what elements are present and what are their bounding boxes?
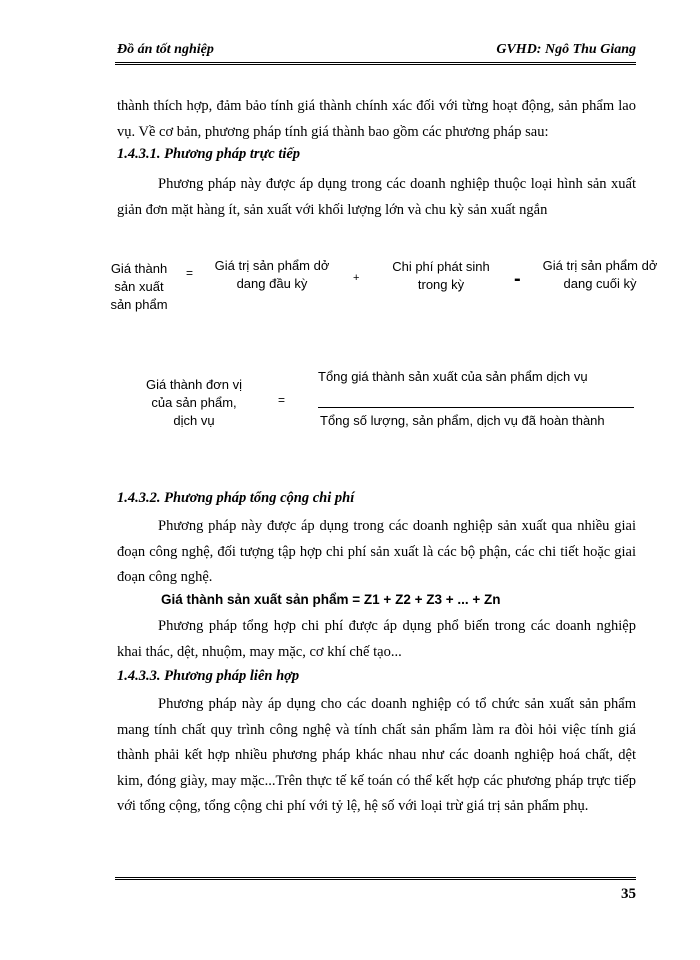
heading-combined-method: 1.4.3.3. Phương pháp liên hợp bbox=[117, 668, 300, 684]
heading-direct-method: 1.4.3.1. Phương pháp trực tiếp bbox=[117, 146, 301, 162]
formula1-plus: + bbox=[353, 272, 360, 284]
paragraph-combined-desc: Phương pháp này áp dụng cho các doanh nghiệp có tổ chức sản xuất sản phẩm mang tính chất quy trình công nghệ và tính chất sản phẩm làm ra đòi hỏi việc tính giá thành phải kết hợp nhiều phương pháp khác nhau như các doanh nghiệp hoá chất, dệt kim, đóng giày, may mặc...Trên thực tế kế toán có thể kết hợp các phương pháp trực tiếp với tổng cộng, tổng cộng chi phí với tỷ lệ, hệ số với loại trừ giá trị sản phẩm phụ. bbox=[117, 696, 636, 814]
formula1-minus: - bbox=[514, 268, 521, 290]
formula1-term-closing-wip: Giá trị sản phẩm dở dang cuối kỳ bbox=[542, 258, 658, 291]
formula1-term-period-cost: Chi phí phát sinh trong kỳ bbox=[392, 259, 490, 292]
paragraph-direct-desc: Phương pháp này được áp dụng trong các doanh nghiệp thuộc loại hình sản xuất giản đơn mặt hàng ít, sản xuất với khối lượng lớn và chu kỳ sản xuất ngắn bbox=[117, 176, 636, 218]
formula3-total-cost: Giá thành sản xuất sản phẩm = Z1 + Z2 + Z3 + ... + Zn bbox=[161, 592, 501, 607]
formula2-equals: = bbox=[278, 393, 286, 407]
paragraph-sum-desc: Phương pháp này được áp dụng trong các doanh nghiệp sản xuất qua nhiều giai đoạn công nghệ, đối tượng tập hợp chi phí sản xuất là các bộ phận, các chi tiết hoặc giai đoạn công nghệ. bbox=[117, 518, 636, 585]
paragraph-sum-apply: Phương pháp tổng hợp chi phí được áp dụng phổ biến trong các doanh nghiệp khai thác, dệt, nhuộm, may mặc, cơ khí chế tạo... bbox=[117, 618, 636, 660]
header-supervisor: GVHD: Ngô Thu Giang bbox=[496, 42, 636, 57]
heading-sum-method: 1.4.3.2. Phương pháp tổng cộng chi phí bbox=[117, 490, 355, 506]
page-number: 35 bbox=[621, 886, 636, 902]
formula2-lhs: Giá thành đơn vị của sản phẩm, dịch vụ bbox=[146, 377, 242, 428]
formula1-term-opening-wip: Giá trị sản phẩm dở dang đầu kỳ bbox=[214, 258, 330, 291]
formula2-fraction-bar bbox=[318, 407, 634, 408]
paragraph-intro: thành thích hợp, đảm bảo tính giá thành chính xác đối với từng hoạt động, sản phẩm lao vụ. Về cơ bản, phương pháp tính giá thành bao gồm các phương pháp sau: bbox=[117, 98, 636, 140]
header-doc-title: Đồ án tốt nghiệp bbox=[117, 42, 214, 57]
formula1-equals: = bbox=[186, 266, 194, 280]
footer-rule bbox=[115, 877, 636, 880]
formula2-numerator: Tổng giá thành sản xuất của sản phẩm dịch vụ bbox=[318, 369, 588, 384]
formula1-lhs: Giá thành sản xuất sản phẩm bbox=[110, 261, 168, 312]
header-rule bbox=[115, 62, 636, 65]
formula2-denominator: Tổng số lượng, sản phẩm, dịch vụ đã hoàn thành bbox=[320, 413, 605, 428]
